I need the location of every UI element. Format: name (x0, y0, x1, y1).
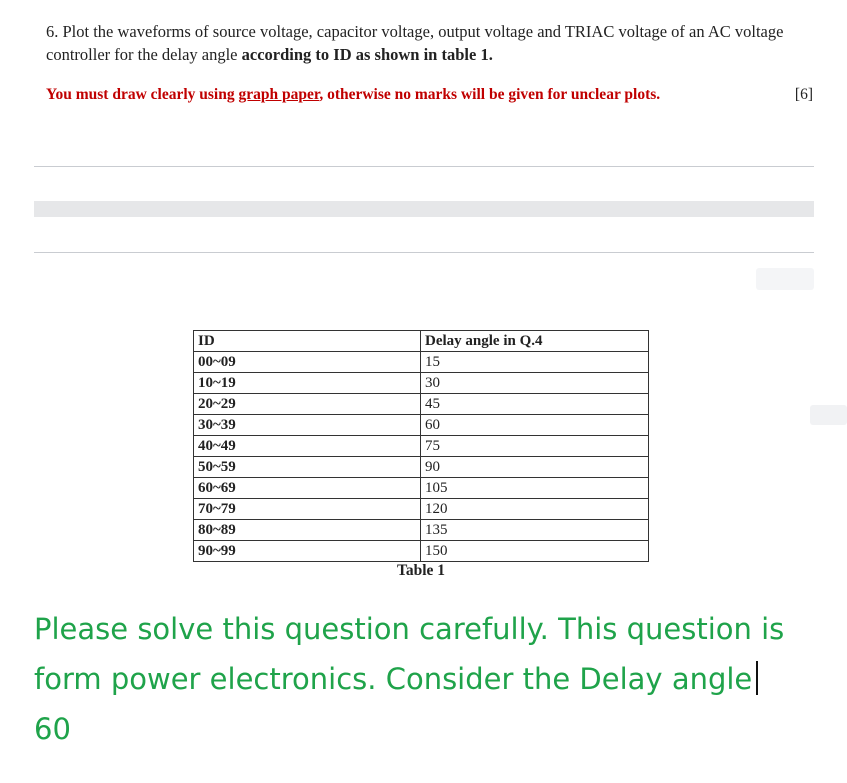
divider (34, 166, 814, 167)
table-row (194, 436, 649, 457)
note-line-1: Please solve this question carefully. This question is (34, 612, 785, 646)
id-cell: 20~29 (194, 394, 421, 415)
angle-cell: 105 (421, 478, 649, 499)
id-cell: 70~79 (194, 499, 421, 520)
divider-band (34, 201, 814, 217)
angle-cell: 75 (421, 436, 649, 457)
angle-cell: 45 (421, 394, 649, 415)
id-cell: 00~09 (194, 352, 421, 373)
warning-pre: You must draw clearly using (46, 86, 239, 103)
question-body: 6. Plot the waveforms of source voltage, capacitor voltage, output voltage and TRIAC voltage of an AC voltage controller for the delay angle (46, 22, 784, 64)
note-text (34, 604, 834, 754)
faint-button (756, 268, 814, 290)
table-row (194, 478, 649, 499)
angle-cell: 135 (421, 520, 649, 541)
table-row (194, 457, 649, 478)
angle-cell: 15 (421, 352, 649, 373)
marks-label: [6] (794, 86, 813, 103)
header-id: ID (194, 331, 421, 352)
delay-angle-table (193, 330, 649, 562)
table-caption: Table 1 (396, 562, 446, 579)
table-row (194, 541, 649, 562)
question-bold: according to ID as shown in table 1. (241, 45, 493, 64)
table-row (194, 415, 649, 436)
angle-cell: 60 (421, 415, 649, 436)
table-row (194, 394, 649, 415)
question-text (46, 20, 816, 66)
note-line-2-text: form power electronics. Consider the Delay angle (34, 662, 753, 696)
angle-cell: 90 (421, 457, 649, 478)
id-cell: 60~69 (194, 478, 421, 499)
table-header-row (194, 331, 649, 352)
id-cell: 90~99 (194, 541, 421, 562)
angle-cell: 30 (421, 373, 649, 394)
divider (34, 252, 814, 253)
faint-button (810, 405, 847, 425)
warning-post: , otherwise no marks will be given for unclear plots. (319, 86, 661, 103)
id-cell: 80~89 (194, 520, 421, 541)
note-line-2 (34, 654, 834, 704)
angle-cell: 120 (421, 499, 649, 520)
angle-cell: 150 (421, 541, 649, 562)
table-row (194, 520, 649, 541)
text-cursor (756, 661, 758, 695)
table-row (194, 373, 649, 394)
header-delay-angle: Delay angle in Q.4 (421, 331, 649, 352)
id-cell: 10~19 (194, 373, 421, 394)
note-line-3: 60 (34, 712, 71, 746)
table-row (194, 352, 649, 373)
graph-paper-link: graph paper (238, 86, 320, 103)
id-cell: 50~59 (194, 457, 421, 478)
table-row (194, 499, 649, 520)
id-cell: 30~39 (194, 415, 421, 436)
warning-text (46, 86, 806, 104)
id-cell: 40~49 (194, 436, 421, 457)
